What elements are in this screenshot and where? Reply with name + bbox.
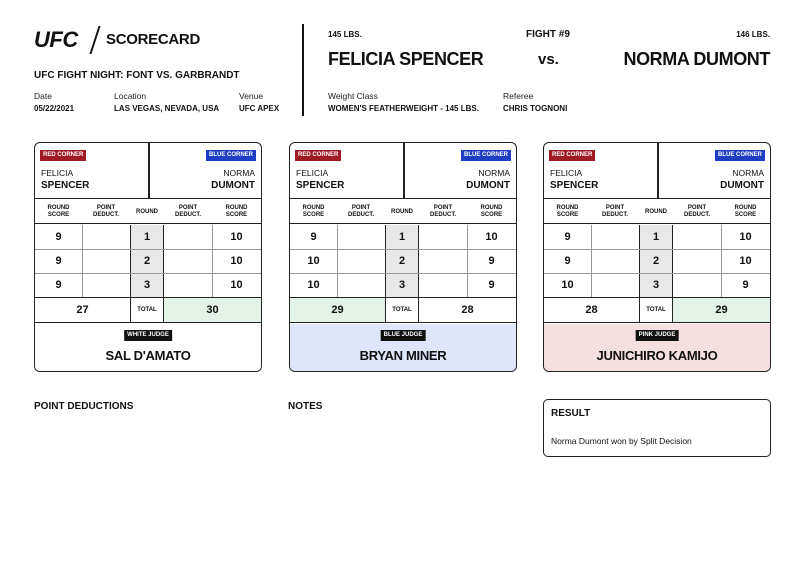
date-value: 05/22/2021 (34, 104, 75, 113)
red-first-name: FELICIA (41, 168, 74, 178)
blue-round-score: 10 (739, 231, 752, 243)
scorecard-title: SCORECARD (106, 31, 200, 48)
blue-first-name: NORMA (478, 168, 510, 178)
red-round-score: 9 (310, 231, 317, 243)
round-number: 3 (652, 279, 660, 291)
judge-panel (290, 324, 516, 372)
score-row (35, 225, 261, 249)
red-total: 29 (290, 298, 385, 322)
date-label: Date (34, 91, 52, 101)
judge-panel (544, 324, 770, 372)
red-round-score: 9 (564, 255, 571, 267)
blue-point-deduction (419, 249, 467, 273)
logo-slash (89, 26, 100, 54)
round-number: 2 (398, 255, 406, 267)
round-number: 3 (398, 279, 406, 291)
referee-label: Referee (503, 91, 534, 101)
red-first-name: FELICIA (550, 168, 583, 178)
blue-point-deduct-header: POINT DEDUCT. (174, 205, 201, 218)
judge-name: SAL D'AMATO (105, 348, 191, 363)
cell-divider (591, 249, 592, 273)
score-row (35, 273, 261, 297)
red-round-score: 9 (55, 279, 62, 291)
red-total: 27 (76, 304, 89, 316)
round-number: 1 (652, 231, 660, 243)
red-point-deduction (591, 273, 639, 297)
cell-divider (82, 225, 83, 249)
event-name: UFC FIGHT NIGHT: FONT VS. GARBRANDT (34, 70, 240, 81)
blue-point-deduction (673, 249, 721, 273)
cell-divider (82, 249, 83, 273)
red-round-score: 9 (564, 231, 571, 243)
round-number: 1 (398, 231, 406, 243)
referee-value: CHRIS TOGNONI (503, 104, 568, 113)
row-divider (35, 273, 261, 274)
red-corner-badge: RED CORNER (40, 150, 86, 161)
red-fighter-weight: 145 LBS. (328, 30, 362, 39)
total-label: TOTAL (385, 298, 419, 322)
blue-point-deduction (673, 225, 721, 249)
score-row (290, 273, 516, 297)
total-label: TOTAL (130, 298, 164, 322)
total-row (544, 297, 770, 323)
result-title: RESULT (551, 408, 591, 419)
blue-round-score: 10 (739, 255, 752, 267)
red-corner-badge: RED CORNER (295, 150, 341, 161)
cell-divider (337, 273, 338, 297)
notes-title: NOTES (288, 401, 323, 412)
blue-fighter-name: NORMA DUMONT (623, 49, 770, 69)
round-number: 3 (143, 279, 151, 291)
corner-divider (657, 143, 659, 199)
total-row (35, 297, 261, 323)
cell-divider (591, 225, 592, 249)
blue-point-deduction (164, 273, 212, 297)
red-round-score: 9 (55, 231, 62, 243)
header-divider (302, 24, 304, 116)
judge-name: BRYAN MINER (359, 348, 447, 363)
blue-round-score: 9 (488, 279, 495, 291)
blue-round-score: 9 (488, 255, 495, 267)
blue-fighter-weight: 146 LBS. (736, 30, 770, 39)
red-total: 28 (585, 304, 598, 316)
blue-last-name: DUMONT (720, 180, 764, 191)
corner-header (290, 143, 516, 199)
score-row (544, 249, 770, 273)
blue-round-score: 10 (230, 279, 243, 291)
cell-divider (467, 273, 468, 297)
blue-round-score-header: ROUND SCORE (480, 205, 503, 218)
blue-round-score-header: ROUND SCORE (734, 205, 757, 218)
location-label: Location (114, 91, 147, 101)
score-table-header (35, 200, 261, 224)
red-round-score: 9 (55, 255, 62, 267)
weight-class-label: Weight Class (328, 91, 378, 101)
cell-divider (721, 249, 722, 273)
red-point-deduction (337, 225, 385, 249)
score-row (544, 273, 770, 297)
blue-total: 28 (461, 304, 474, 316)
cell-divider (467, 249, 468, 273)
blue-round-score: 9 (742, 279, 749, 291)
result-box (543, 399, 771, 457)
judge-scorecard-1 (34, 142, 262, 372)
row-divider (290, 249, 516, 250)
corner-divider (148, 143, 150, 199)
corner-divider (403, 143, 405, 199)
judge-scorecard-2 (289, 142, 517, 372)
blue-point-deduct-header: POINT DEDUCT. (683, 205, 710, 218)
venue-value: UFC APEX (239, 104, 280, 113)
fight-number: FIGHT #9 (526, 29, 570, 40)
row-divider (35, 249, 261, 250)
blue-corner-badge: BLUE CORNER (206, 150, 256, 161)
cell-divider (212, 225, 213, 249)
point-deductions-title: POINT DEDUCTIONS (34, 401, 134, 412)
red-fighter-name: FELICIA SPENCER (328, 49, 484, 69)
round-header: ROUND (391, 208, 413, 215)
score-row (290, 225, 516, 249)
cell-divider (82, 273, 83, 297)
red-round-score: 10 (561, 279, 574, 291)
blue-last-name: DUMONT (211, 180, 255, 191)
blue-corner-badge: BLUE CORNER (715, 150, 765, 161)
red-corner-badge: RED CORNER (549, 150, 595, 161)
blue-round-score: 10 (230, 255, 243, 267)
blue-point-deduction (164, 249, 212, 273)
cell-divider (721, 273, 722, 297)
cell-divider (337, 249, 338, 273)
versus-label: vs. (538, 51, 559, 68)
judge-color-badge: BLUE JUDGE (381, 330, 426, 341)
blue-point-deduction (164, 225, 212, 249)
judge-panel (35, 324, 261, 372)
row-divider (544, 249, 770, 250)
score-table-header (290, 200, 516, 224)
round-number: 1 (143, 231, 151, 243)
red-last-name: SPENCER (296, 180, 345, 191)
ufc-logo (34, 26, 200, 58)
blue-round-score-header: ROUND SCORE (225, 205, 248, 218)
judge-name: JUNICHIRO KAMIJO (596, 348, 718, 363)
judge-scorecard-3 (543, 142, 771, 372)
round-number: 2 (143, 255, 151, 267)
blue-last-name: DUMONT (466, 180, 510, 191)
score-row (290, 249, 516, 273)
location-value: LAS VEGAS, NEVADA, USA (114, 104, 220, 113)
blue-round-score: 10 (485, 231, 498, 243)
blue-point-deduct-header: POINT DEDUCT. (429, 205, 456, 218)
cell-divider (337, 225, 338, 249)
judge-color-badge: PINK JUDGE (636, 330, 679, 341)
blue-total: 29 (673, 298, 770, 322)
weight-class-value: WOMEN'S FEATHERWEIGHT - 145 LBS. (328, 104, 479, 113)
red-round-score-header: ROUND SCORE (556, 205, 579, 218)
total-row (290, 297, 516, 323)
red-round-score: 10 (307, 279, 320, 291)
corner-header (35, 143, 261, 199)
score-table-header (544, 200, 770, 224)
red-point-deduct-header: POINT DEDUCT. (92, 205, 119, 218)
blue-point-deduction (673, 273, 721, 297)
blue-first-name: NORMA (732, 168, 764, 178)
red-last-name: SPENCER (41, 180, 90, 191)
red-round-score: 10 (307, 255, 320, 267)
round-header: ROUND (645, 208, 667, 215)
score-row (544, 225, 770, 249)
red-point-deduction (591, 249, 639, 273)
cell-divider (212, 273, 213, 297)
score-row (35, 249, 261, 273)
round-number: 2 (652, 255, 660, 267)
red-last-name: SPENCER (550, 180, 599, 191)
blue-corner-badge: BLUE CORNER (461, 150, 511, 161)
red-point-deduction (337, 273, 385, 297)
blue-point-deduction (419, 225, 467, 249)
cell-divider (591, 273, 592, 297)
red-point-deduction (591, 225, 639, 249)
red-first-name: FELICIA (296, 168, 329, 178)
total-label: TOTAL (639, 298, 673, 322)
blue-total: 30 (164, 298, 261, 322)
judge-color-badge: WHITE JUDGE (124, 330, 172, 341)
red-point-deduction (337, 249, 385, 273)
red-round-score-header: ROUND SCORE (47, 205, 70, 218)
cell-divider (721, 225, 722, 249)
round-header: ROUND (136, 208, 158, 215)
blue-first-name: NORMA (223, 168, 255, 178)
red-round-score-header: ROUND SCORE (302, 205, 325, 218)
red-point-deduct-header: POINT DEDUCT. (601, 205, 628, 218)
row-divider (290, 273, 516, 274)
venue-label: Venue (239, 91, 264, 101)
blue-round-score: 10 (230, 231, 243, 243)
red-point-deduction (82, 225, 130, 249)
result-text: Norma Dumont won by Split Decision (551, 436, 692, 446)
cell-divider (467, 225, 468, 249)
row-divider (544, 273, 770, 274)
red-point-deduct-header: POINT DEDUCT. (347, 205, 374, 218)
corner-header (544, 143, 770, 199)
red-point-deduction (82, 249, 130, 273)
red-point-deduction (82, 273, 130, 297)
cell-divider (212, 249, 213, 273)
blue-point-deduction (419, 273, 467, 297)
ufc-logo-mark: UFC (34, 27, 78, 52)
